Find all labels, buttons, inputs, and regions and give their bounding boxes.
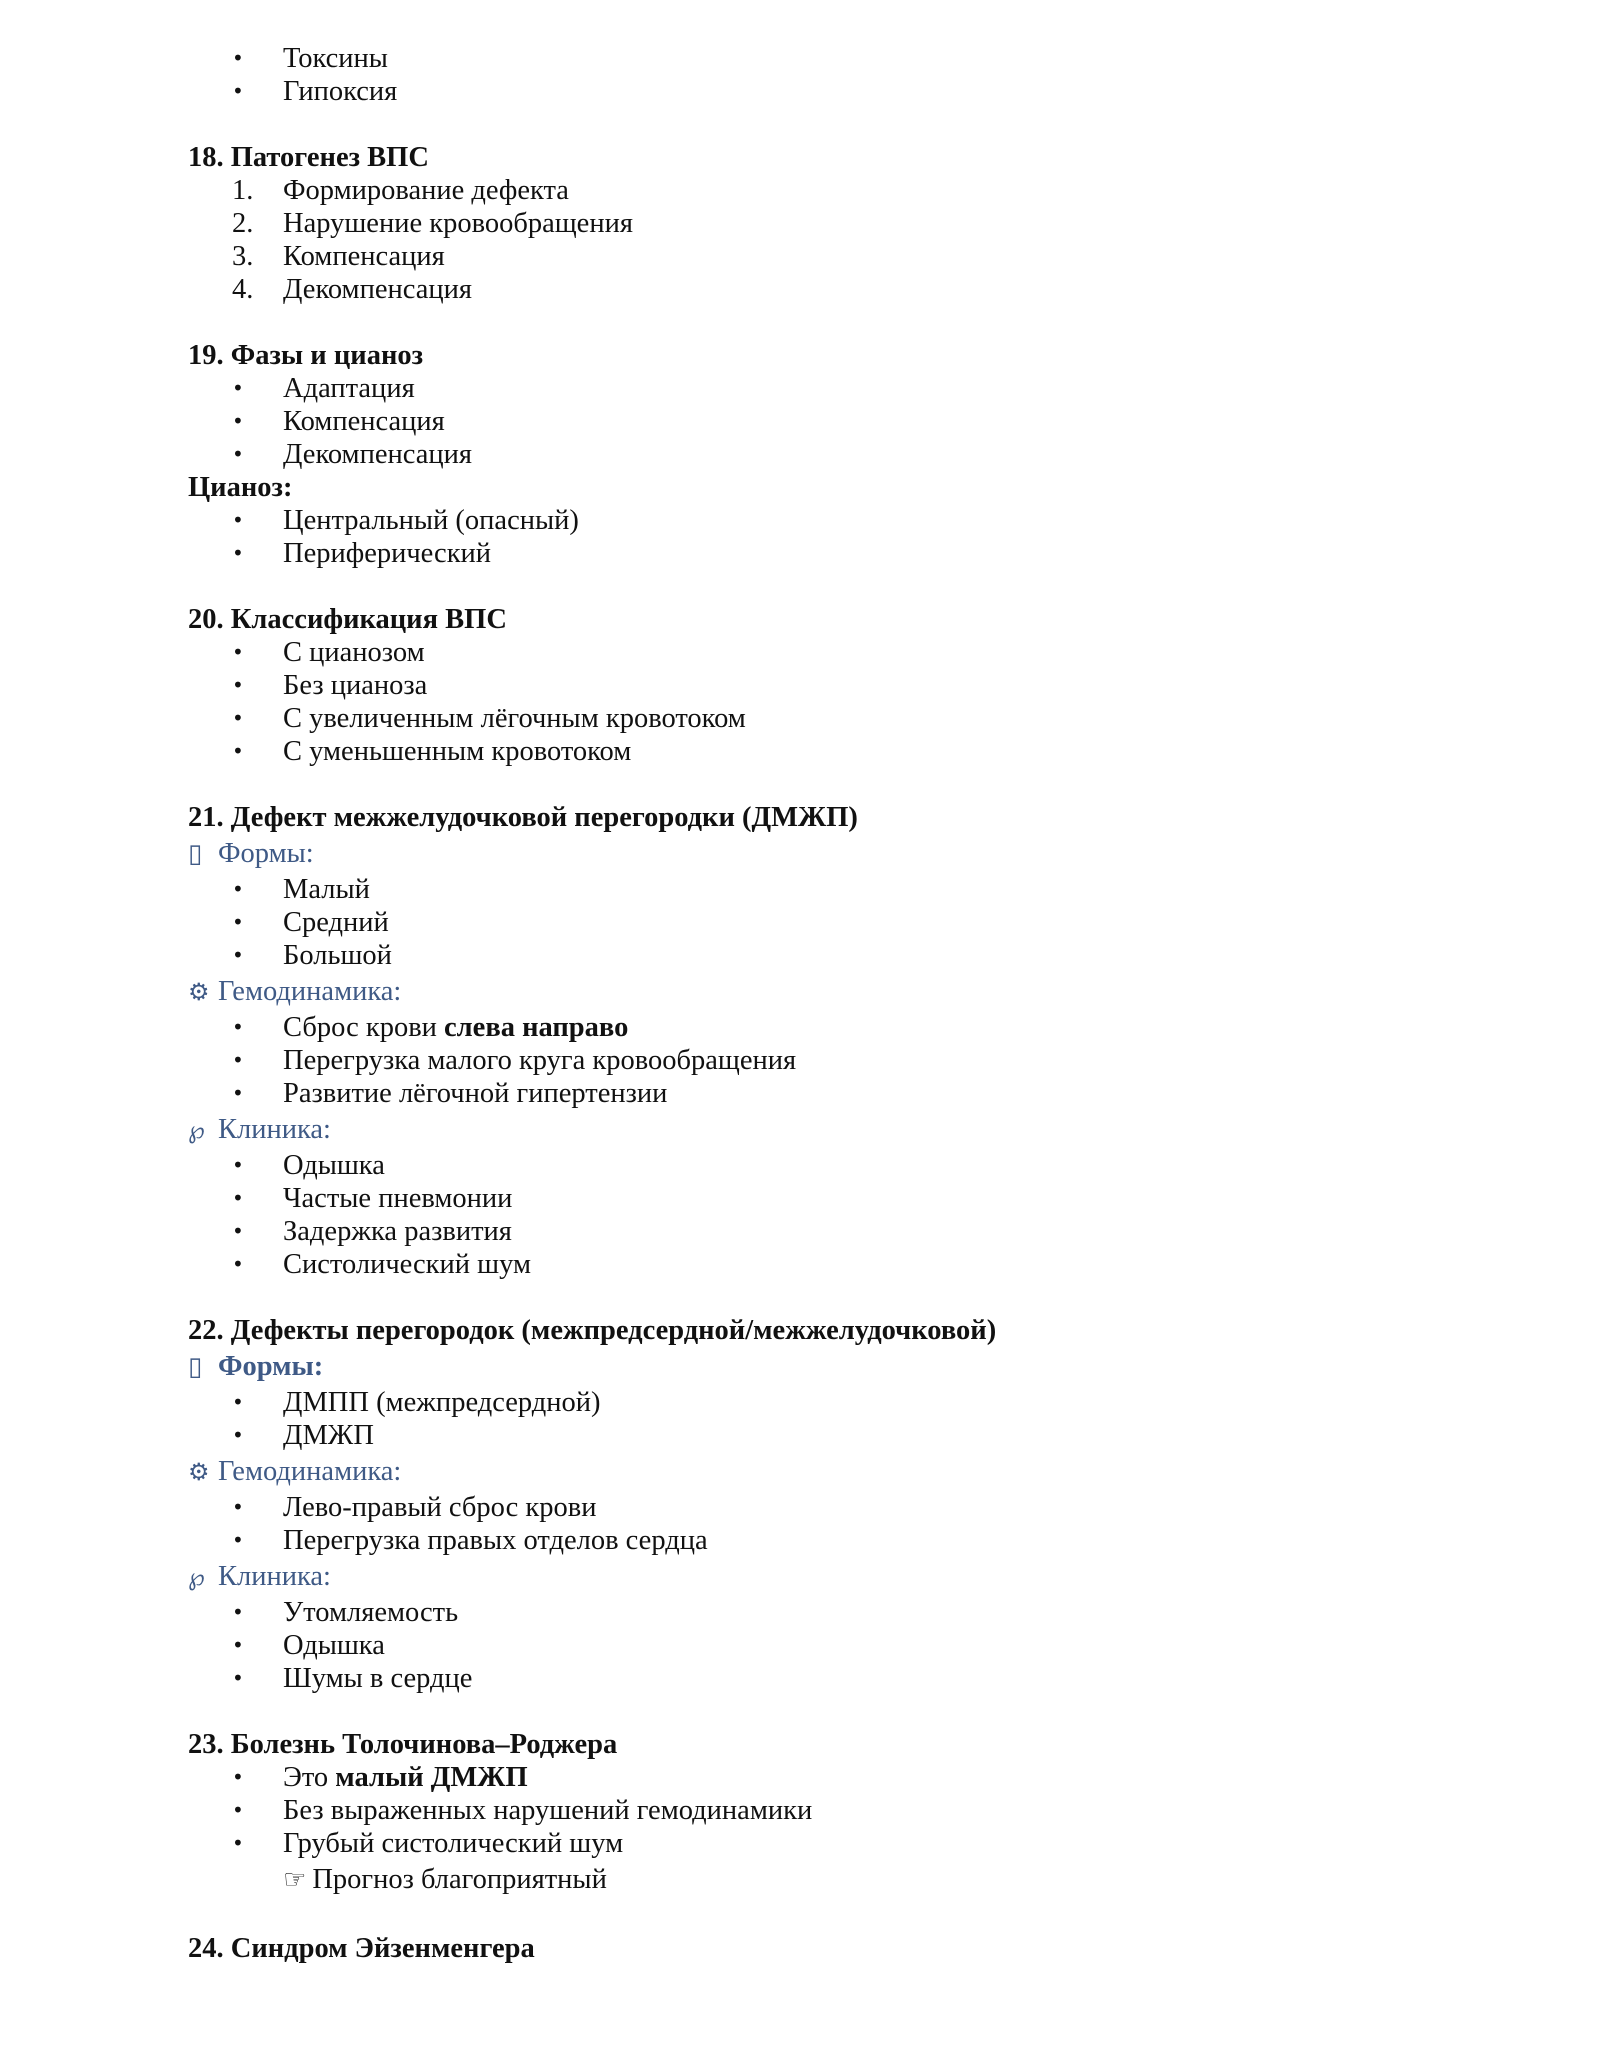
section-21-hemodynamics-list [188, 1011, 1488, 1110]
list-item [188, 1629, 1488, 1662]
list-item-text: Компенсация [283, 406, 445, 437]
section-18-heading: 18. Патогенез ВПС [188, 142, 429, 173]
bullet-icon: • [232, 877, 244, 901]
section-20-list [188, 636, 1488, 768]
bullet-icon: • [232, 79, 244, 103]
bullet-icon: • [232, 508, 244, 532]
list-item-text: Средний [283, 907, 389, 938]
cyanosis-label: Цианоз: [188, 472, 293, 503]
bullet-icon: • [232, 943, 244, 967]
list-number: 4. [232, 274, 254, 305]
section-22-heading: 22. Дефекты перегородок (межпредсердной/межжелудочковой) [188, 1315, 997, 1346]
bullet-icon: • [232, 1015, 244, 1039]
section-20-heading: 20. Классификация ВПС [188, 604, 507, 635]
section-21-forms-list [188, 873, 1488, 972]
bullet-icon: • [232, 1153, 244, 1177]
section-21-clinic-list [188, 1149, 1488, 1281]
bullet-icon: • [232, 1186, 244, 1210]
bullet-icon: • [232, 1528, 244, 1552]
list-item [188, 1149, 1488, 1182]
list-item-emphasis: малый ДМЖП [335, 1762, 528, 1793]
bullet-icon: • [232, 1633, 244, 1657]
hemodynamics-subheading [188, 1452, 1488, 1491]
list-item [188, 1662, 1488, 1695]
list-item-text: Адаптация [283, 373, 415, 404]
section-22-clinic-list [188, 1596, 1488, 1695]
list-item-text: Одышка [283, 1150, 385, 1181]
list-item-text: Перегрузка малого круга кровообращения [283, 1045, 797, 1076]
list-item-text: Малый [283, 874, 370, 905]
clinic-label: Клиника: [218, 1114, 331, 1145]
list-item-text: Это [283, 1762, 336, 1793]
list-item-text: Грубый систолический шум [283, 1828, 624, 1859]
forms-subheading [188, 834, 1488, 873]
list-item [188, 405, 1488, 438]
bullet-icon: • [232, 1666, 244, 1690]
list-number: 3. [232, 241, 254, 272]
bullet-icon: • [232, 1390, 244, 1414]
list-item-text: ДМЖП [283, 1420, 374, 1451]
list-item [188, 42, 1488, 75]
list-number: 2. [232, 208, 254, 239]
list-item [188, 1491, 1488, 1524]
prognosis-note [188, 1860, 1488, 1899]
bullet-icon: • [232, 1798, 244, 1822]
list-item [188, 240, 1488, 273]
section-24-heading: 24. Синдром Эйзенменгера [188, 1933, 535, 1964]
hemodynamics-label: Гемодинамика: [218, 1456, 402, 1487]
pointing-hand-icon: ☞ [283, 1865, 307, 1895]
list-item-text: Формирование дефекта [283, 175, 569, 206]
list-item-text: Развитие лёгочной гипертензии [283, 1078, 668, 1109]
list-item-text: Систолический шум [283, 1249, 532, 1280]
list-item [188, 75, 1488, 108]
list-item [188, 669, 1488, 702]
list-item [188, 1596, 1488, 1629]
list-item-text: Нарушение кровообращения [283, 208, 633, 239]
list-item-text: С увеличенным лёгочным кровотоком [283, 703, 746, 734]
clinic-subheading [188, 1557, 1488, 1596]
bullet-icon: • [232, 1600, 244, 1624]
box-icon: ▯ [188, 1352, 203, 1382]
bullet-icon: • [232, 1423, 244, 1447]
list-item [188, 1419, 1488, 1452]
bullet-icon: • [232, 673, 244, 697]
gear-icon: ⚙ [188, 1458, 210, 1486]
bullet-icon: • [232, 910, 244, 934]
bullet-icon: • [232, 1252, 244, 1276]
section-22-hemodynamics-list [188, 1491, 1488, 1557]
list-item-text: Утомляемость [283, 1597, 459, 1628]
bullet-icon: • [232, 442, 244, 466]
list-item [188, 537, 1488, 570]
list-item [188, 1386, 1488, 1419]
document-body [188, 42, 1488, 1965]
list-item [188, 504, 1488, 537]
list-item-text: Декомпенсация [283, 274, 472, 305]
list-item-text: Частые пневмонии [283, 1183, 513, 1214]
list-item [188, 438, 1488, 471]
list-item-text: Компенсация [283, 241, 445, 272]
list-item [188, 1044, 1488, 1077]
list-item [188, 1827, 1488, 1860]
list-item [188, 906, 1488, 939]
list-item [188, 372, 1488, 405]
list-item-text: Без выраженных нарушений гемодинамики [283, 1795, 813, 1826]
bullet-icon: • [232, 739, 244, 763]
list-item [188, 1011, 1488, 1044]
intro-bullet-list [188, 42, 1488, 108]
section-19-phases-list [188, 372, 1488, 471]
bullet-icon: • [232, 376, 244, 400]
bullet-icon: • [232, 541, 244, 565]
gear-icon: ⚙ [188, 978, 210, 1006]
list-item-text: Сброс крови [283, 1012, 445, 1043]
list-item-text: Шумы в сердце [283, 1663, 473, 1694]
section-23-heading: 23. Болезнь Толочинова–Роджера [188, 1729, 618, 1760]
list-item-text: Токсины [283, 43, 388, 74]
list-item [188, 735, 1488, 768]
list-item-text: Центральный (опасный) [283, 505, 579, 536]
list-item-text: С цианозом [283, 637, 425, 668]
list-item-text: ДМПП (межпредсердной) [283, 1387, 601, 1418]
list-item-text: Задержка развития [283, 1216, 512, 1247]
list-item-text: Перегрузка правых отделов сердца [283, 1525, 708, 1556]
bullet-icon: • [232, 640, 244, 664]
section-18-numbered-list [188, 174, 1488, 306]
list-item-text: Без цианоза [283, 670, 428, 701]
list-item [188, 702, 1488, 735]
hemodynamics-subheading [188, 972, 1488, 1011]
list-item-text: С уменьшенным кровотоком [283, 736, 632, 767]
bullet-icon: • [232, 1765, 244, 1789]
forms-subheading [188, 1347, 1488, 1386]
list-item [188, 939, 1488, 972]
list-item-text: Большой [283, 940, 392, 971]
clinic-label: Клиника: [218, 1561, 331, 1592]
list-item-text: Декомпенсация [283, 439, 472, 470]
section-19-cyanosis-list [188, 504, 1488, 570]
bullet-icon: • [232, 1081, 244, 1105]
list-item-text: Периферический [283, 538, 492, 569]
hemodynamics-label: Гемодинамика: [218, 976, 402, 1007]
list-item-emphasis: слева направо [444, 1012, 629, 1043]
list-item-text: Одышка [283, 1630, 385, 1661]
list-item [188, 1248, 1488, 1281]
bullet-icon: • [232, 1831, 244, 1855]
stethoscope-icon: ℘ [188, 1563, 205, 1591]
bullet-icon: • [232, 409, 244, 433]
list-item [188, 273, 1488, 306]
section-21-heading: 21. Дефект межжелудочковой перегородки (ДМЖП) [188, 802, 858, 833]
prognosis-text: Прогноз благоприятный [312, 1864, 607, 1895]
list-item-text: Лево-правый сброс крови [283, 1492, 597, 1523]
forms-label: Формы: [218, 838, 314, 869]
stethoscope-icon: ℘ [188, 1116, 205, 1144]
list-item [188, 1524, 1488, 1557]
list-item [188, 1761, 1488, 1794]
box-icon: ▯ [188, 839, 203, 869]
list-item [188, 1077, 1488, 1110]
section-19-heading: 19. Фазы и цианоз [188, 340, 424, 371]
list-item [188, 873, 1488, 906]
list-number: 1. [232, 175, 254, 206]
section-22-forms-list [188, 1386, 1488, 1452]
bullet-icon: • [232, 1048, 244, 1072]
section-23-list [188, 1761, 1488, 1860]
forms-label: Формы: [218, 1351, 324, 1382]
bullet-icon: • [232, 1495, 244, 1519]
list-item [188, 1182, 1488, 1215]
bullet-icon: • [232, 706, 244, 730]
list-item [188, 1794, 1488, 1827]
list-item [188, 207, 1488, 240]
list-item [188, 636, 1488, 669]
list-item [188, 1215, 1488, 1248]
clinic-subheading [188, 1110, 1488, 1149]
bullet-icon: • [232, 46, 244, 70]
bullet-icon: • [232, 1219, 244, 1243]
list-item [188, 174, 1488, 207]
list-item-text: Гипоксия [283, 76, 398, 107]
